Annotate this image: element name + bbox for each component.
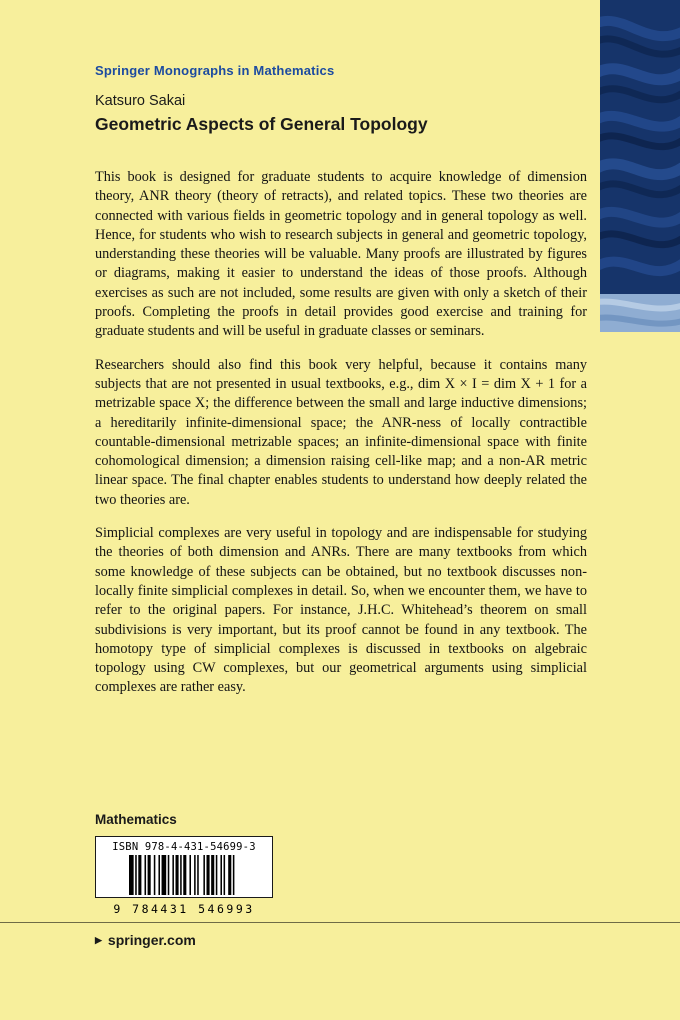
isbn-label: ISBN 978-4-431-54699-3 (112, 841, 256, 853)
publisher-line (95, 932, 196, 948)
footer-divider (0, 922, 680, 923)
wave-pattern-graphic (600, 0, 680, 332)
series-title: Springer Monographs in Mathematics (95, 63, 335, 78)
isbn-barcode-box (95, 836, 273, 898)
ean-digits: 9 784431 546993 (113, 902, 255, 916)
back-cover-blurb (95, 168, 587, 712)
barcode-bars (129, 855, 234, 895)
barcode-graphic (104, 855, 264, 895)
blurb-paragraph-3: Simplicial complexes are very useful in topology and are indispensable for studying the theories of both dimension and ANRs. There are many textbooks from which some knowledge of these subjects can be obtained, but no textbook discusses non-locally finite simplicial complexes in detail. So, when we encounter them, we have to refer to the original papers. For instance, J.H.C. Whitehead’s theorem on small subdivisions is very important, but its proof cannot be found in any textbook. The homotopy type of simplicial complexes is discussed in textbooks on algebraic topology using CW complexes, but our geometrical arguments using simplicial complexes are rather easy. (95, 525, 587, 696)
book-title: Geometric Aspects of General Topology (95, 114, 428, 134)
springer-arrow-icon: ▶ (95, 934, 102, 945)
publisher-url: springer.com (107, 932, 196, 948)
blurb-paragraph-1: This book is designed for graduate students to acquire knowledge of dimension theory, ANR theory (theory of retracts), and related topics. These two theories are connected with various fields in geometric topology and in general topology as well. Hence, for students who wish to research subjects in general and geometric topology, understanding these theories will be valuable. Many proofs are illustrated by figures or diagrams, making it easier to understand the ideas of those proofs. Although exercises as such are not included, some results are given with only a sketch of their proofs. Completing the proofs in detail provides good exercise and training for graduate students and will be useful in graduate classes or seminars. (95, 169, 587, 340)
author-name: Katsuro Sakai (95, 93, 186, 109)
blurb-paragraph-2: Researchers should also find this book very helpful, because it contains many subjects that are not presented in usual textbooks, e.g., dim X × I = dim X + 1 for a metrizable space X; the difference between the small and large inductive dimensions; a hereditarily infinite-dimensional space; the ANR-ness of locally contractible countable-dimensional metrizable spaces; an infinite-dimensional space with finite cohomological dimension; a dimension raising cell-like map; and a non-AR metric linear space. The final chapter enables students to understand how deeply related the two theories are. (95, 356, 587, 508)
subject-category-label: Mathematics (95, 812, 177, 827)
cover-stripe-decoration (600, 0, 680, 332)
